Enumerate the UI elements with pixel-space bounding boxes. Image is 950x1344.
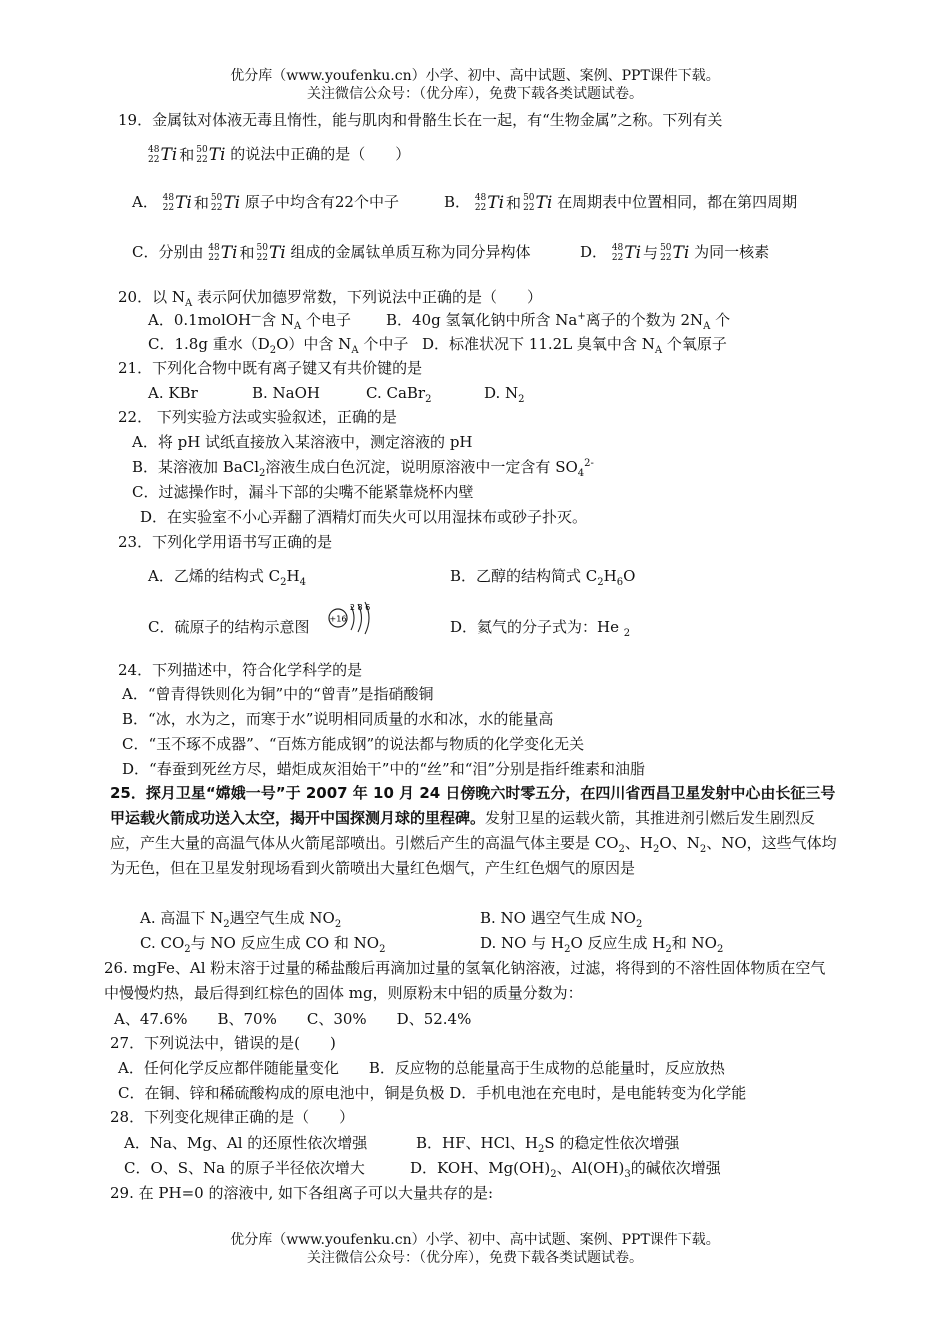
q27-options-ab: A．任何化学反应都伴随能量变化 B．反应物的总能量高于生成物的总能量时，反应放热 [118,1059,725,1077]
q28-stem: 28．下列变化规律正确的是（ ） [110,1108,355,1126]
q22-option-d: D．在实验室不小心弄翻了酒精灯而失火可以用湿抹布或砂子扑灭。 [140,508,588,526]
q23-stem: 23．下列化学用语书写正确的是 [118,533,333,551]
q28-option-b: B．HF、HCl、$H_2S$ 的稳定性依次增强 [416,1134,680,1155]
sulfur-atom-diagram [326,598,376,638]
q26-stem: 26. mgFe、Al 粉末溶于过量的稀盐酸后再滴加过量的氢氧化钠溶液，过滤，将得到的不溶性固体物质在空气中慢慢灼热，最后得到红棕色的固体 mg，则原粉末中铝的质量分数为： [104,959,826,1002]
nucleus-label: +16 [329,614,347,624]
q22-option-a: A．将 pH 试纸直接放入某溶液中，测定溶液的 pH [132,433,473,451]
q29-stem: 29. 在 PH=0 的溶液中, 如下各组离子可以大量共存的是: [110,1184,494,1202]
q19-stem-2: 48 22 Ti 和 50 22 Ti 的说法中正确的是（ ） [148,145,411,165]
q23-option-c: C．硫原子的结构示意图 [148,618,310,636]
q22-stem: 22． 下列实验方法或实验叙述，正确的是 [118,408,397,426]
footer-line-2: 关注微信公众号：（优分库），免费下载各类试题试卷。 [307,1250,643,1266]
q22-option-b: B．某溶液加 BaCl$_2$溶液生成白色沉淀，说明原溶液中一定含有 $SO_4^{2-}$ [132,458,594,479]
isotope-pair: 48 22 Ti 和 50 22 Ti [148,145,226,165]
header-line-1: 优分库（www.youfenku.cn）小学、初中、高中试题、案例、PPT课件下载。 [230,68,720,84]
footer-line-1: 优分库（www.youfenku.cn）小学、初中、高中试题、案例、PPT课件下载。 [230,1232,720,1248]
q19-option-d: D． 48 22 Ti 与 50 22 Ti 为同一核素 [580,243,770,263]
q25-option-b: B. NO 遇空气生成 $NO_2$ [480,909,643,930]
q20-option-a: A．0.1molOH—含 $N_A$ 个电子 [148,311,352,332]
q24-option-d: D．“春蚕到死丝方尽，蜡炬成灰泪始干”中的“丝”和“泪”分别是指纤维素和油脂 [122,760,646,778]
q28-option-c: C．O、S、Na 的原子半径依次增大 [124,1159,365,1177]
q20-option-c: C．1.8g 重水$(D_2O)$中含 $N_A$ 个中子 [148,335,409,356]
q19-stem: 19．金属钛对体液无毒且惰性，能与肌肉和骨骼生长在一起，有“生物金属”之称。下列有关 [118,111,723,129]
q25-option-d: D. NO 与 $H_2O$ 反应生成 $H_2$和 $NO_2$ [480,934,724,955]
q19-option-b: B． 48 22 Ti 和 50 22 Ti 在周期表中位置相同，都在第四周期 [444,193,798,213]
q19-option-c: C．分别由 48 22 Ti 和 50 22 Ti 组成的金属钛单质互称为同分异构体 [132,243,531,263]
q23-option-b: B．乙醇的结构简式 $C_2H_6O$ [450,567,636,588]
q20-stem: 20．以 $N_A$ 表示阿伏加德罗常数，下列说法中正确的是（ ） [118,288,542,309]
q23-option-a: A．乙烯的结构式 $C_2H_4$ [148,567,306,588]
q28-option-d: D．KOH、$Mg(OH)_2$、$Al(OH)_3$的碱依次增强 [410,1159,721,1180]
q25-option-a: A. 高温下 $N_2$遇空气生成 $NO_2$ [140,909,342,930]
q28-option-a: A．Na、Mg、Al 的还原性依次增强 [124,1134,368,1152]
q24-stem: 24．下列描述中，符合化学科学的是 [118,661,363,679]
q21-stem: 21．下列化合物中既有离子键又有共价键的是 [118,359,423,377]
q25-stem: 25．探月卫星“嫦娥一号”于 2007 年 10 月 24 日傍晚六时零五分，在四川省西昌卫星发射中心由长征三号甲运载火箭成功送入太空，揭开中国探测月球的里程碑。发射卫星的运载火箭，其推进剂引燃后发生剧烈反应，产生大量的高温气体从火箭尾部喷出。引燃后产生的高温气体主要是 $CO_2$、$H_2O$、$N_2$、NO，这些气体均为无色，但在卫星发射现场看到火箭喷出大量红色烟气，产生红色烟气的原因是 [110,784,837,877]
q21-option-b: B. NaOH [252,384,321,402]
q27-options-cd: C．在铜、锌和稀硫酸构成的原电池中，铜是负极 D．手机电池在充电时，是电能转变为化学能 [118,1084,747,1102]
q27-stem: 27．下列说法中，错误的是( ) [110,1034,336,1052]
q20-option-d: D．标准状况下 11.2L 臭氧中含 $N_A$ 个氧原子 [422,335,727,356]
q21-option-d: D. $N_2$ [484,384,525,405]
q26-options: A、47.6% B、70% C、30% D、52.4% [114,1010,472,1028]
q19-option-a: A． 48 22 Ti 和 50 22 Ti 原子中均含有22个中子 [132,193,399,213]
q24-option-b: B．“冰，水为之，而寒于水”说明相同质量的水和冰，水的能量高 [122,710,554,728]
q25-option-c: C. $CO_2$与 NO 反应生成 CO 和 $NO_2$ [140,934,386,955]
q23-option-d: D．氦气的分子式为：He $_2$ [450,618,631,639]
q24-option-a: A．“曾青得铁则化为铜”中的“曾青”是指硝酸铜 [122,685,434,703]
q21-option-c: C. CaBr$_2$ [366,384,432,405]
q21-option-a: A. KBr [148,384,198,402]
shell-electron-label: 2 8 6 [349,603,371,612]
q22-option-c: C．过滤操作时，漏斗下部的尖嘴不能紧靠烧杯内壁 [132,483,474,501]
header-line-2: 关注微信公众号：（优分库），免费下载各类试题试卷。 [307,86,643,102]
q24-option-c: C．“玉不琢不成器”、“百炼方能成钢”的说法都与物质的化学变化无关 [122,735,585,753]
q20-option-b: B．40g 氢氧化钠中所含 Na+离子的个数为 $2N_A$ 个 [386,311,731,332]
